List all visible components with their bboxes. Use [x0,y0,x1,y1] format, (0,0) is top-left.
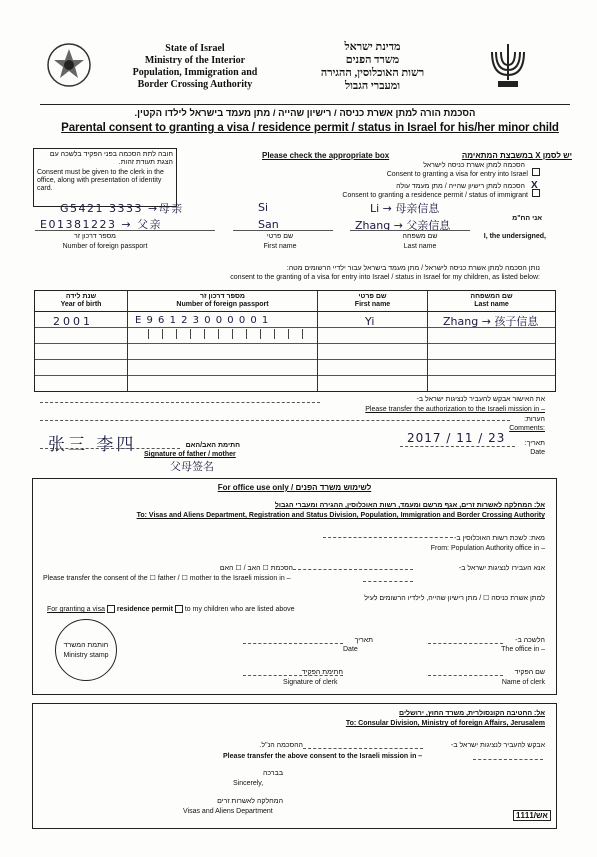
office-date-en: Date [343,646,358,653]
date-label-en: Date [530,449,545,456]
signature-label-he: חתימת האב/האם [185,442,240,449]
office-to-en: To: Visas and Aliens Department, Registration and Status Division, Population, Immigration and Border Crossing Authority [136,512,545,519]
option-visa-en: Consent to granting a visa for entry into Israel [386,171,528,178]
hw-signature-note: 父母签名 [170,460,214,473]
consular-transfer-he2: ההסכמה הנ"ל. [259,742,303,749]
stamp-he: חותמת המשרד [63,642,109,649]
children-table [34,290,556,392]
cell-last: Zhang → 孩子信息 [443,315,539,328]
transfer-he: את האישור אבקש להעביר לנציגות ישראל ב- [416,396,545,403]
th-passport-en: Number of foreign passport [176,301,269,308]
th-year-en: Year of birth [60,301,102,308]
check-heading [262,151,572,160]
date-label-he: תאריך: [524,440,545,447]
th-last-he: שם המשפחה [470,293,513,300]
cell-first: Yi [365,315,375,328]
office-office-he: הלשכה ב- [515,637,545,644]
header-he-line: משרד הפנים [345,54,400,66]
office-transfer-he2: הסכמת ☐ האב / ☐ האם [219,565,293,572]
office-transfer-en: Please transfer the consent of the ☐ father / ☐ mother to the Israeli mission in – [43,575,291,582]
office-to-he: אל: המחלקה לאשרות זרים, אגף מרשם ומעמד, רשות האוכלוסין, ההגירה ומעברי הגבול [274,502,545,509]
label-passport-he: מספר דרכון זר [74,233,116,240]
title-he: הסכמת הורה למתן אשרת כניסה / רישיון שהייה / מתן מעמד בישראל לילדו הקטין. [134,108,476,119]
header-en-line: Border Crossing Authority [137,79,253,90]
option-permit-en: Consent to granting a residence permit / status of immigrant [342,192,528,199]
hw-passport-2: E01381223 → 父亲 [40,218,163,231]
menorah-emblem [488,40,528,92]
consular-to-en: To: Consular Division, Ministry of foreign Affairs, Jerusalem [345,720,545,727]
option-permit-he: הסכמה למתן רישיון שהייה / מתן מעמד עולה [396,183,525,190]
consular-sincerely-he: בברכה [262,770,283,777]
office-heading: For office use only / לשימוש משרד הפנים [217,483,372,492]
hw-first-2: San [258,218,279,231]
header-he-line: ומעברי הגבול [344,80,401,92]
consular-sincerely-en: Sincerely, [233,780,264,787]
comments-en: Comments: [509,425,545,432]
passport-digit-ticks [135,329,310,387]
office-use-box [32,478,557,695]
office-date-he: תאריך [354,637,373,644]
nameclerk-he: שם הפקיד [514,669,545,676]
consular-box [32,703,557,829]
consular-dept-he: המחלקה לאשרות זרים [217,798,283,805]
hw-last-1: Li → 母亲信息 [370,202,440,215]
header-en-line: Population, Immigration and [132,67,258,78]
header-en-line: Ministry of the Interior [144,55,246,66]
header-en [95,43,295,91]
hw-first-1: Si [258,201,269,214]
option-permit-mark: X [531,180,538,191]
grant-visa-checkbox[interactable] [107,605,115,613]
title-en: Parental consent to granting a visa / residence permit / status in Israel for his/her minor child [61,122,559,134]
th-year [35,293,127,309]
notice-box [33,148,177,207]
hw-last-2: Zhang → 父亲信息 [355,219,451,232]
nameclerk-en: Name of clerk [501,679,545,686]
consent-he: נותן הסכמה למתן אשרת כניסה לישראל / מתן מעמד בישראל עבור ילדיי הרשומים מטה: [286,265,540,272]
label-last-en: Last name [403,243,437,250]
office-from-he: מאת: לשכת רשות האוכלוסין ב- [454,535,545,542]
option-visa-checkbox[interactable] [532,163,540,181]
office-grant-en-rest: to my children who are listed above [184,605,295,613]
signature-label-en: Signature of father / mother [144,451,236,458]
header-he-line: מדינת ישראל [344,41,401,53]
cell-year: 2001 [53,315,93,328]
th-last-en: Last name [474,301,509,308]
header-he-line: רשות האוכלוסין, ההגירה [320,67,425,79]
label-i-en: I, the undersigned, [483,233,546,240]
label-first-he: שם פרטי [266,233,294,240]
label-passport-en: Number of foreign passport [62,243,148,250]
label-first-en: First name [263,243,297,250]
office-office-en: The office in – [501,646,545,653]
grant-permit-checkbox[interactable] [175,605,183,613]
notice-en: Consent must be given to the clerk in the office, along with presentation of identity card. [37,169,164,192]
office-grant-en [47,605,467,614]
notice-he: חובה לתת הסכמה בפני הפקיד בלשכה עם הצגת תעודת זהות. [49,151,173,166]
consular-to-he: אל: החטיבה הקונסולרית, משרד החוץ, ירושלים [399,710,545,717]
hw-date: 2017 / 11 / 23 [407,431,506,445]
th-first-he: שם פרטי [358,293,387,300]
office-transfer-he: אנא העבירו לנציגות ישראל ב- [458,565,545,572]
header-he [300,41,445,93]
consular-transfer-en: Please transfer the above consent to the Israeli mission in – [223,753,423,760]
hw-passport-1: G5421 3333 →母亲 [60,202,184,215]
stamp-en: Ministry stamp [63,652,109,659]
sigclerk-he: חתימת הפקיד [301,669,343,676]
th-year-he: שנת לידה [65,293,97,300]
header-en-line: State of Israel [165,43,225,54]
office-grant-en-visa: For granting a visa [47,605,105,613]
consular-transfer-he: אבקש להעביר לנציגות ישראל ב- [451,742,545,749]
label-last-he: שם משפחה [402,233,438,240]
office-grant-en-permit: residence permit [116,605,173,613]
th-passport-he: מספר דרכון זר [200,293,245,300]
office-from-en: From: Population Authority office in – [430,545,545,552]
sigclerk-en: Signature of clerk [283,679,338,686]
th-first-en: First name [354,301,391,308]
cell-passport: E 9 6 1 2 3 0 0 0 0 0 1 [135,315,270,326]
ministry-emblem-left [44,40,94,90]
th-passport [128,293,317,309]
hw-signature: 张三 李四 [48,435,137,455]
ministry-stamp-circle [55,619,117,681]
option-visa-he: הסכמה למתן אשרת כניסה לישראל [423,162,525,169]
check-heading-en: Please check the appropriate box [262,151,390,160]
th-last [428,293,555,309]
th-first [318,293,427,309]
transfer-en: Please transfer the authorization to the Israeli mission in – [365,406,545,413]
label-i-he: אני הח"מ [512,215,542,222]
comments-he: הערות: [524,416,545,423]
consent-en: consent to the granting of a visa for entry into Israel / status in Israel for my children, as listed below: [230,274,540,281]
form-number: 1111/אש [513,810,551,821]
consular-dept-en: Visas and Aliens Department [183,808,273,815]
office-grant-he: למתן אשרת כניסה ☐ / מתן רישיון שהייה, לילדיו הרשומים לעיל [364,595,545,602]
check-heading-he: יש לסמן X במשבצת המתאימה [461,151,572,160]
